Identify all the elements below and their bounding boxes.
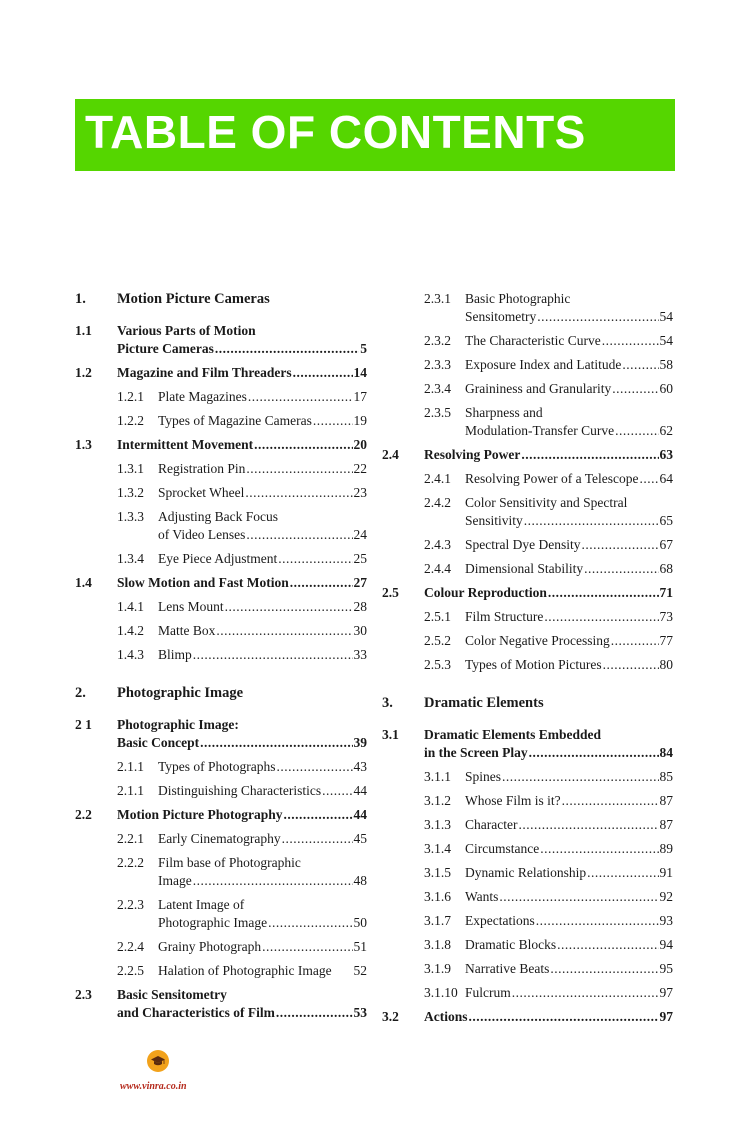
toc-page-number: 80: [659, 657, 673, 672]
toc-entry-title: Adjusting Back Focus: [158, 509, 278, 524]
toc-number: 3.1.3: [424, 817, 451, 832]
toc-number: 3.2: [382, 1009, 399, 1024]
toc-entry-title: Magazine and Film Threaders: [117, 365, 292, 380]
toc-page-number: 92: [659, 889, 673, 904]
toc-page-number: 45: [353, 831, 367, 846]
toc-page-number: 97: [659, 985, 673, 1000]
toc-entry-title: Intermittent Movement: [117, 437, 254, 452]
dot-leader: [521, 446, 658, 464]
toc-entry-title: Modulation-Transfer Curve: [465, 423, 615, 438]
dot-leader: [276, 1004, 353, 1022]
toc-entry-title: Sensitometry: [465, 309, 537, 324]
dot-leader: [245, 484, 352, 502]
dot-leader: [524, 512, 659, 530]
toc-entry-title: Matte Box: [158, 623, 216, 638]
toc-entry-title: Types of Motion Pictures: [465, 657, 602, 672]
toc-page-number: 17: [353, 389, 367, 404]
toc-page-number: 62: [659, 423, 673, 438]
toc-entry-title: Graininess and Granularity: [465, 381, 612, 396]
toc-entry-title: Basic Photographic: [465, 291, 571, 306]
toc-entry-title: Spines: [465, 769, 502, 784]
toc-entry-title: Fulcrum: [465, 985, 511, 1000]
toc-page-number: 39: [353, 735, 367, 750]
toc-entry-title: Early Cinematography: [158, 831, 281, 846]
toc-number: 3.1.5: [424, 865, 451, 880]
toc-page-number: 54: [659, 333, 673, 348]
dot-leader: [499, 888, 658, 906]
toc-entry-title: Grainy Photograph: [158, 939, 262, 954]
dot-leader: [200, 734, 352, 752]
toc-number: 1.1: [75, 323, 92, 338]
toc-page-number: 93: [659, 913, 673, 928]
dot-leader: [640, 470, 659, 488]
toc-number: 2.2.5: [117, 963, 144, 978]
toc-number: 2.3.4: [424, 381, 451, 396]
toc-number: 1.3.2: [117, 485, 144, 500]
toc-number: 2.5.3: [424, 657, 451, 672]
toc-page-number: 48: [353, 873, 367, 888]
toc-entry-title: Dramatic Elements Embedded: [424, 727, 601, 742]
toc-entry-title: Dramatic Blocks: [465, 937, 557, 952]
toc-entry-title: Color Sensitivity and Spectral: [465, 495, 628, 510]
dot-leader: [548, 584, 659, 602]
toc-number: 1.2.2: [117, 413, 144, 428]
graduation-cap-icon: [147, 1050, 169, 1072]
dot-leader: [225, 598, 353, 616]
dot-leader: [268, 914, 352, 932]
toc-page-number: 73: [659, 609, 673, 624]
toc-entry-title: Basic Sensitometry: [117, 987, 227, 1002]
toc-number: 1.2: [75, 365, 92, 380]
dot-leader: [540, 840, 658, 858]
dot-leader: [313, 412, 353, 430]
toc-number: 3.: [382, 695, 393, 711]
dot-leader: [262, 938, 352, 956]
dot-leader: [611, 632, 659, 650]
toc-entry-title: Narrative Beats: [465, 961, 550, 976]
toc-number: 2.3.5: [424, 405, 451, 420]
toc-page-number: 19: [353, 413, 367, 428]
toc-page-number: 24: [353, 527, 367, 542]
dot-leader: [612, 380, 658, 398]
website-url: www.vinra.co.in: [120, 1081, 187, 1092]
toc-number: 1.3: [75, 437, 92, 452]
toc-page-number: 54: [659, 309, 673, 324]
toc-page-number: 44: [353, 807, 367, 822]
toc-entry-title: Dimensional Stability: [465, 561, 584, 576]
toc-number: 3.1.7: [424, 913, 451, 928]
dot-leader: [193, 872, 353, 890]
toc-entry-title: Sensitivity: [465, 513, 523, 528]
toc-entry-title: Colour Reproduction: [424, 585, 547, 600]
dot-leader: [584, 560, 658, 578]
dot-leader: [581, 536, 658, 554]
toc-entry-title: Plate Magazines: [158, 389, 247, 404]
toc-page-number: 89: [659, 841, 673, 856]
toc-entry-title: Various Parts of Motion: [117, 323, 256, 338]
toc-number: 1.3.3: [117, 509, 144, 524]
toc-page-number: 95: [659, 961, 673, 976]
toc-number: 2.5.2: [424, 633, 451, 648]
dot-leader: [215, 340, 359, 358]
dot-leader: [293, 364, 353, 382]
toc-entry-title: Film base of Photographic: [158, 855, 301, 870]
toc-page-number: 30: [353, 623, 367, 638]
toc-entry-title: Film Structure: [465, 609, 544, 624]
toc-entry-title: Resolving Power of a Telescope: [465, 471, 639, 486]
dot-leader: [550, 960, 658, 978]
toc-number: 2.3.1: [424, 291, 451, 306]
toc-number: 2.2.2: [117, 855, 144, 870]
toc-number: 2.4.2: [424, 495, 451, 510]
toc-entry-title: in the Screen Play: [424, 745, 528, 760]
toc-page-number: 27: [353, 575, 367, 590]
dot-leader: [537, 308, 658, 326]
toc-page-number: 51: [353, 939, 367, 954]
toc-number: 2.4.3: [424, 537, 451, 552]
toc-page-number: 14: [353, 365, 367, 380]
toc-page-number: 97: [659, 1009, 673, 1024]
toc-entry-title: Character: [465, 817, 518, 832]
toc-entry-title: Eye Piece Adjustment: [158, 551, 278, 566]
toc-page-number: 67: [659, 537, 673, 552]
dot-leader: [469, 1008, 659, 1026]
toc-entry-title: Motion Picture Photography: [117, 807, 283, 822]
toc-number: 2 1: [75, 717, 92, 732]
toc-page-number: 5: [360, 341, 367, 356]
toc-entry-title: Sharpness and: [465, 405, 543, 420]
toc-number: 2.4: [382, 447, 399, 462]
toc-number: 2.4.4: [424, 561, 451, 576]
toc-page-number: 33: [353, 647, 367, 662]
toc-entry-title: Photographic Image: [158, 915, 268, 930]
toc-number: 2.3: [75, 987, 92, 1002]
toc-page-number: 85: [659, 769, 673, 784]
toc-number: 2.1.1: [117, 783, 144, 798]
dot-leader: [246, 526, 352, 544]
dot-leader: [562, 792, 659, 810]
toc-page-number: 91: [659, 865, 673, 880]
toc-entry-title: Exposure Index and Latitude: [465, 357, 622, 372]
toc-number: 1.4.2: [117, 623, 144, 638]
toc-entry-title: Color Negative Processing: [465, 633, 610, 648]
toc-entry-title: Slow Motion and Fast Motion: [117, 575, 289, 590]
dot-leader: [622, 356, 658, 374]
toc-number: 3.1.6: [424, 889, 451, 904]
dot-leader: [216, 622, 352, 640]
dot-leader: [615, 422, 658, 440]
toc-entry-title: Whose Film is it?: [465, 793, 561, 808]
toc-number: 3.1.4: [424, 841, 451, 856]
toc-entry-title: Dynamic Relationship: [465, 865, 587, 880]
toc-page-number: 52: [353, 963, 367, 978]
toc-entry-title: Sprocket Wheel: [158, 485, 245, 500]
toc-entry-title: Circumstance: [465, 841, 540, 856]
toc-number: 2.4.1: [424, 471, 451, 486]
toc-number: 1.3.1: [117, 461, 144, 476]
toc-number: 2.2: [75, 807, 92, 822]
toc-number: 1.4.1: [117, 599, 144, 614]
dot-leader: [587, 864, 658, 882]
toc-number: 3.1.1: [424, 769, 451, 784]
toc-number: 3.1.10: [424, 985, 458, 1000]
toc-entry-title: Resolving Power: [424, 447, 521, 462]
toc-number: 3.1: [382, 727, 399, 742]
dot-leader: [290, 574, 353, 592]
dot-leader: [284, 806, 353, 824]
toc-page-number: 71: [659, 585, 673, 600]
toc-page-number: 64: [659, 471, 673, 486]
toc-page-number: 68: [659, 561, 673, 576]
toc-page-number: 28: [353, 599, 367, 614]
toc-number: 1.: [75, 291, 86, 307]
toc-entry-title: Wants: [465, 889, 499, 904]
dot-leader: [322, 782, 352, 800]
toc-entry-title: Expectations: [465, 913, 535, 928]
dot-leader: [502, 768, 658, 786]
dot-leader: [603, 656, 659, 674]
toc-entry-title: Latent Image of: [158, 897, 245, 912]
toc-page-number: 65: [659, 513, 673, 528]
toc-entry-title: Distinguishing Characteristics: [158, 783, 322, 798]
toc-entry-title: Basic Concept: [117, 735, 200, 750]
dot-leader: [282, 830, 353, 848]
toc-entry-title: Actions: [424, 1009, 468, 1024]
toc-page-number: 87: [659, 817, 673, 832]
title-banner: [75, 99, 675, 171]
dot-leader: [536, 912, 659, 930]
dot-leader: [602, 332, 659, 350]
dot-leader: [248, 388, 353, 406]
toc-number: 2.5.1: [424, 609, 451, 624]
dot-leader: [557, 936, 658, 954]
toc-entry-title: Picture Cameras: [117, 341, 214, 356]
toc-number: 2.2.3: [117, 897, 144, 912]
toc-page-number: 87: [659, 793, 673, 808]
dot-leader: [254, 436, 352, 454]
toc-entry-title: of Video Lenses: [158, 527, 246, 542]
toc-page-number: 23: [353, 485, 367, 500]
toc-page-number: 25: [353, 551, 367, 566]
toc-page-number: 53: [353, 1005, 367, 1020]
toc-number: 3.1.9: [424, 961, 451, 976]
toc-number: 3.1.2: [424, 793, 451, 808]
toc-chapter-title: Photographic Image: [117, 685, 244, 701]
toc-number: 1.2.1: [117, 389, 144, 404]
toc-number: 1.4: [75, 575, 92, 590]
toc-number: 2.1.1: [117, 759, 144, 774]
toc-number: 3.1.8: [424, 937, 451, 952]
toc-page-number: 60: [659, 381, 673, 396]
page-title: TABLE OF CONTENTS: [85, 106, 586, 158]
dot-leader: [278, 550, 352, 568]
toc-page-number: 20: [353, 437, 367, 452]
toc-entry-title: Types of Magazine Cameras: [158, 413, 312, 428]
toc-entry-title: Lens Mount: [158, 599, 224, 614]
toc-number: 2.5: [382, 585, 399, 600]
toc-entry-title: Photographic Image:: [117, 717, 239, 732]
toc-number: 2.3.3: [424, 357, 451, 372]
toc-page-number: 84: [659, 745, 673, 760]
toc-number: 1.4.3: [117, 647, 144, 662]
toc-chapter-title: Motion Picture Cameras: [117, 291, 270, 307]
toc-number: 2.: [75, 685, 86, 701]
toc-page-number: 22: [353, 461, 367, 476]
dot-leader: [246, 460, 352, 478]
toc-entry-title: and Characteristics of Film: [117, 1005, 275, 1020]
toc-page-number: 77: [659, 633, 673, 648]
toc-chapter-title: Dramatic Elements: [424, 695, 544, 711]
toc-page-number: 50: [353, 915, 367, 930]
toc-number: 1.3.4: [117, 551, 144, 566]
toc-entry-title: Registration Pin: [158, 461, 246, 476]
toc-entry-title: Spectral Dye Density: [465, 537, 581, 552]
toc-entry-title: Image: [158, 873, 192, 888]
toc-page-number: 94: [659, 937, 673, 952]
dot-leader: [529, 744, 659, 762]
toc-entry-title: Halation of Photographic Image: [158, 963, 332, 978]
toc-number: 2.2.1: [117, 831, 144, 846]
toc-page-number: 43: [353, 759, 367, 774]
dot-leader: [277, 758, 353, 776]
dot-leader: [512, 984, 659, 1002]
dot-leader: [544, 608, 658, 626]
toc-entry-title: Types of Photographs: [158, 759, 276, 774]
toc-entry-title: The Characteristic Curve: [465, 333, 601, 348]
toc-number: 2.2.4: [117, 939, 144, 954]
toc-page-number: 58: [659, 357, 673, 372]
toc-entry-title: Blimp: [158, 647, 192, 662]
toc-page-number: 44: [353, 783, 367, 798]
toc-page-number: 63: [659, 447, 673, 462]
dot-leader: [518, 816, 658, 834]
dot-leader: [193, 646, 353, 664]
toc-number: 2.3.2: [424, 333, 451, 348]
